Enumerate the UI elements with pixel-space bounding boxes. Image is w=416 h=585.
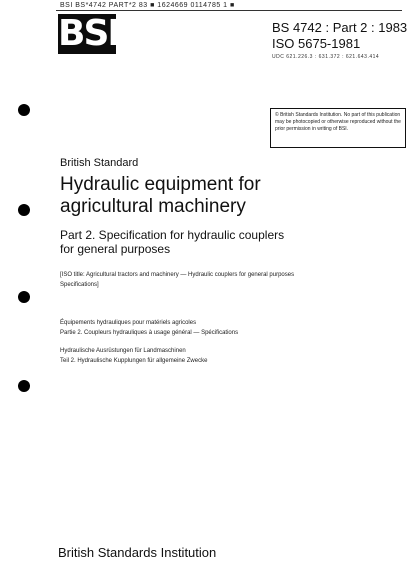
punch-hole-bottom	[18, 380, 30, 392]
iso-title-line-2: Specifications]	[60, 282, 99, 288]
document-title	[60, 174, 390, 218]
title-line-2: agricultural machinery	[60, 196, 246, 217]
iso-title	[60, 270, 360, 290]
part-line-1: Part 2. Specification for hydraulic couplers	[60, 228, 285, 242]
catalogue-strip: BSI BS*4742 PART*2 83 ■ 1624669 0114785 1 ■	[60, 2, 235, 9]
german-title	[60, 346, 360, 366]
punch-hole-top	[18, 104, 30, 116]
punch-hole-middle	[18, 204, 30, 216]
german-line-1: Hydraulische Ausrüstungen für Landmaschinen	[60, 348, 186, 354]
udc-number: UDC 621.226.3 : 631.372 : 621.643.414	[272, 54, 380, 60]
strip-rule	[56, 10, 402, 11]
french-line-2: Partie 2. Coupleurs hydrauliques à usage général — Spécifications	[60, 330, 239, 336]
part-title	[60, 228, 380, 256]
part-line-2: for general purposes	[60, 242, 171, 256]
punch-hole-lower	[18, 291, 30, 303]
french-title	[60, 318, 360, 338]
german-line-2: Teil 2. Hydraulische Kupplungen für allgemeine Zwecke	[60, 358, 208, 364]
publisher: British Standards Institution	[58, 545, 217, 560]
title-line-1: Hydraulic equipment for	[60, 174, 261, 195]
iso-title-line-1: [ISO title: Agricultural tractors and machinery — Hydraulic couplers for general purposes	[60, 272, 295, 278]
series-label: British Standard	[60, 157, 139, 169]
french-line-1: Équipements hydrauliques pour matériels agricoles	[60, 320, 197, 326]
bsi-logo: BSI	[58, 13, 119, 54]
standard-number: BS 4742 : Part 2 : 1983	[272, 20, 408, 35]
copyright-notice: © British Standards Institution. No part of this publication may be photocopied or otherwise reproduced without the prior permission in writing of BSI.	[270, 108, 406, 148]
iso-number: ISO 5675-1981	[272, 36, 361, 51]
